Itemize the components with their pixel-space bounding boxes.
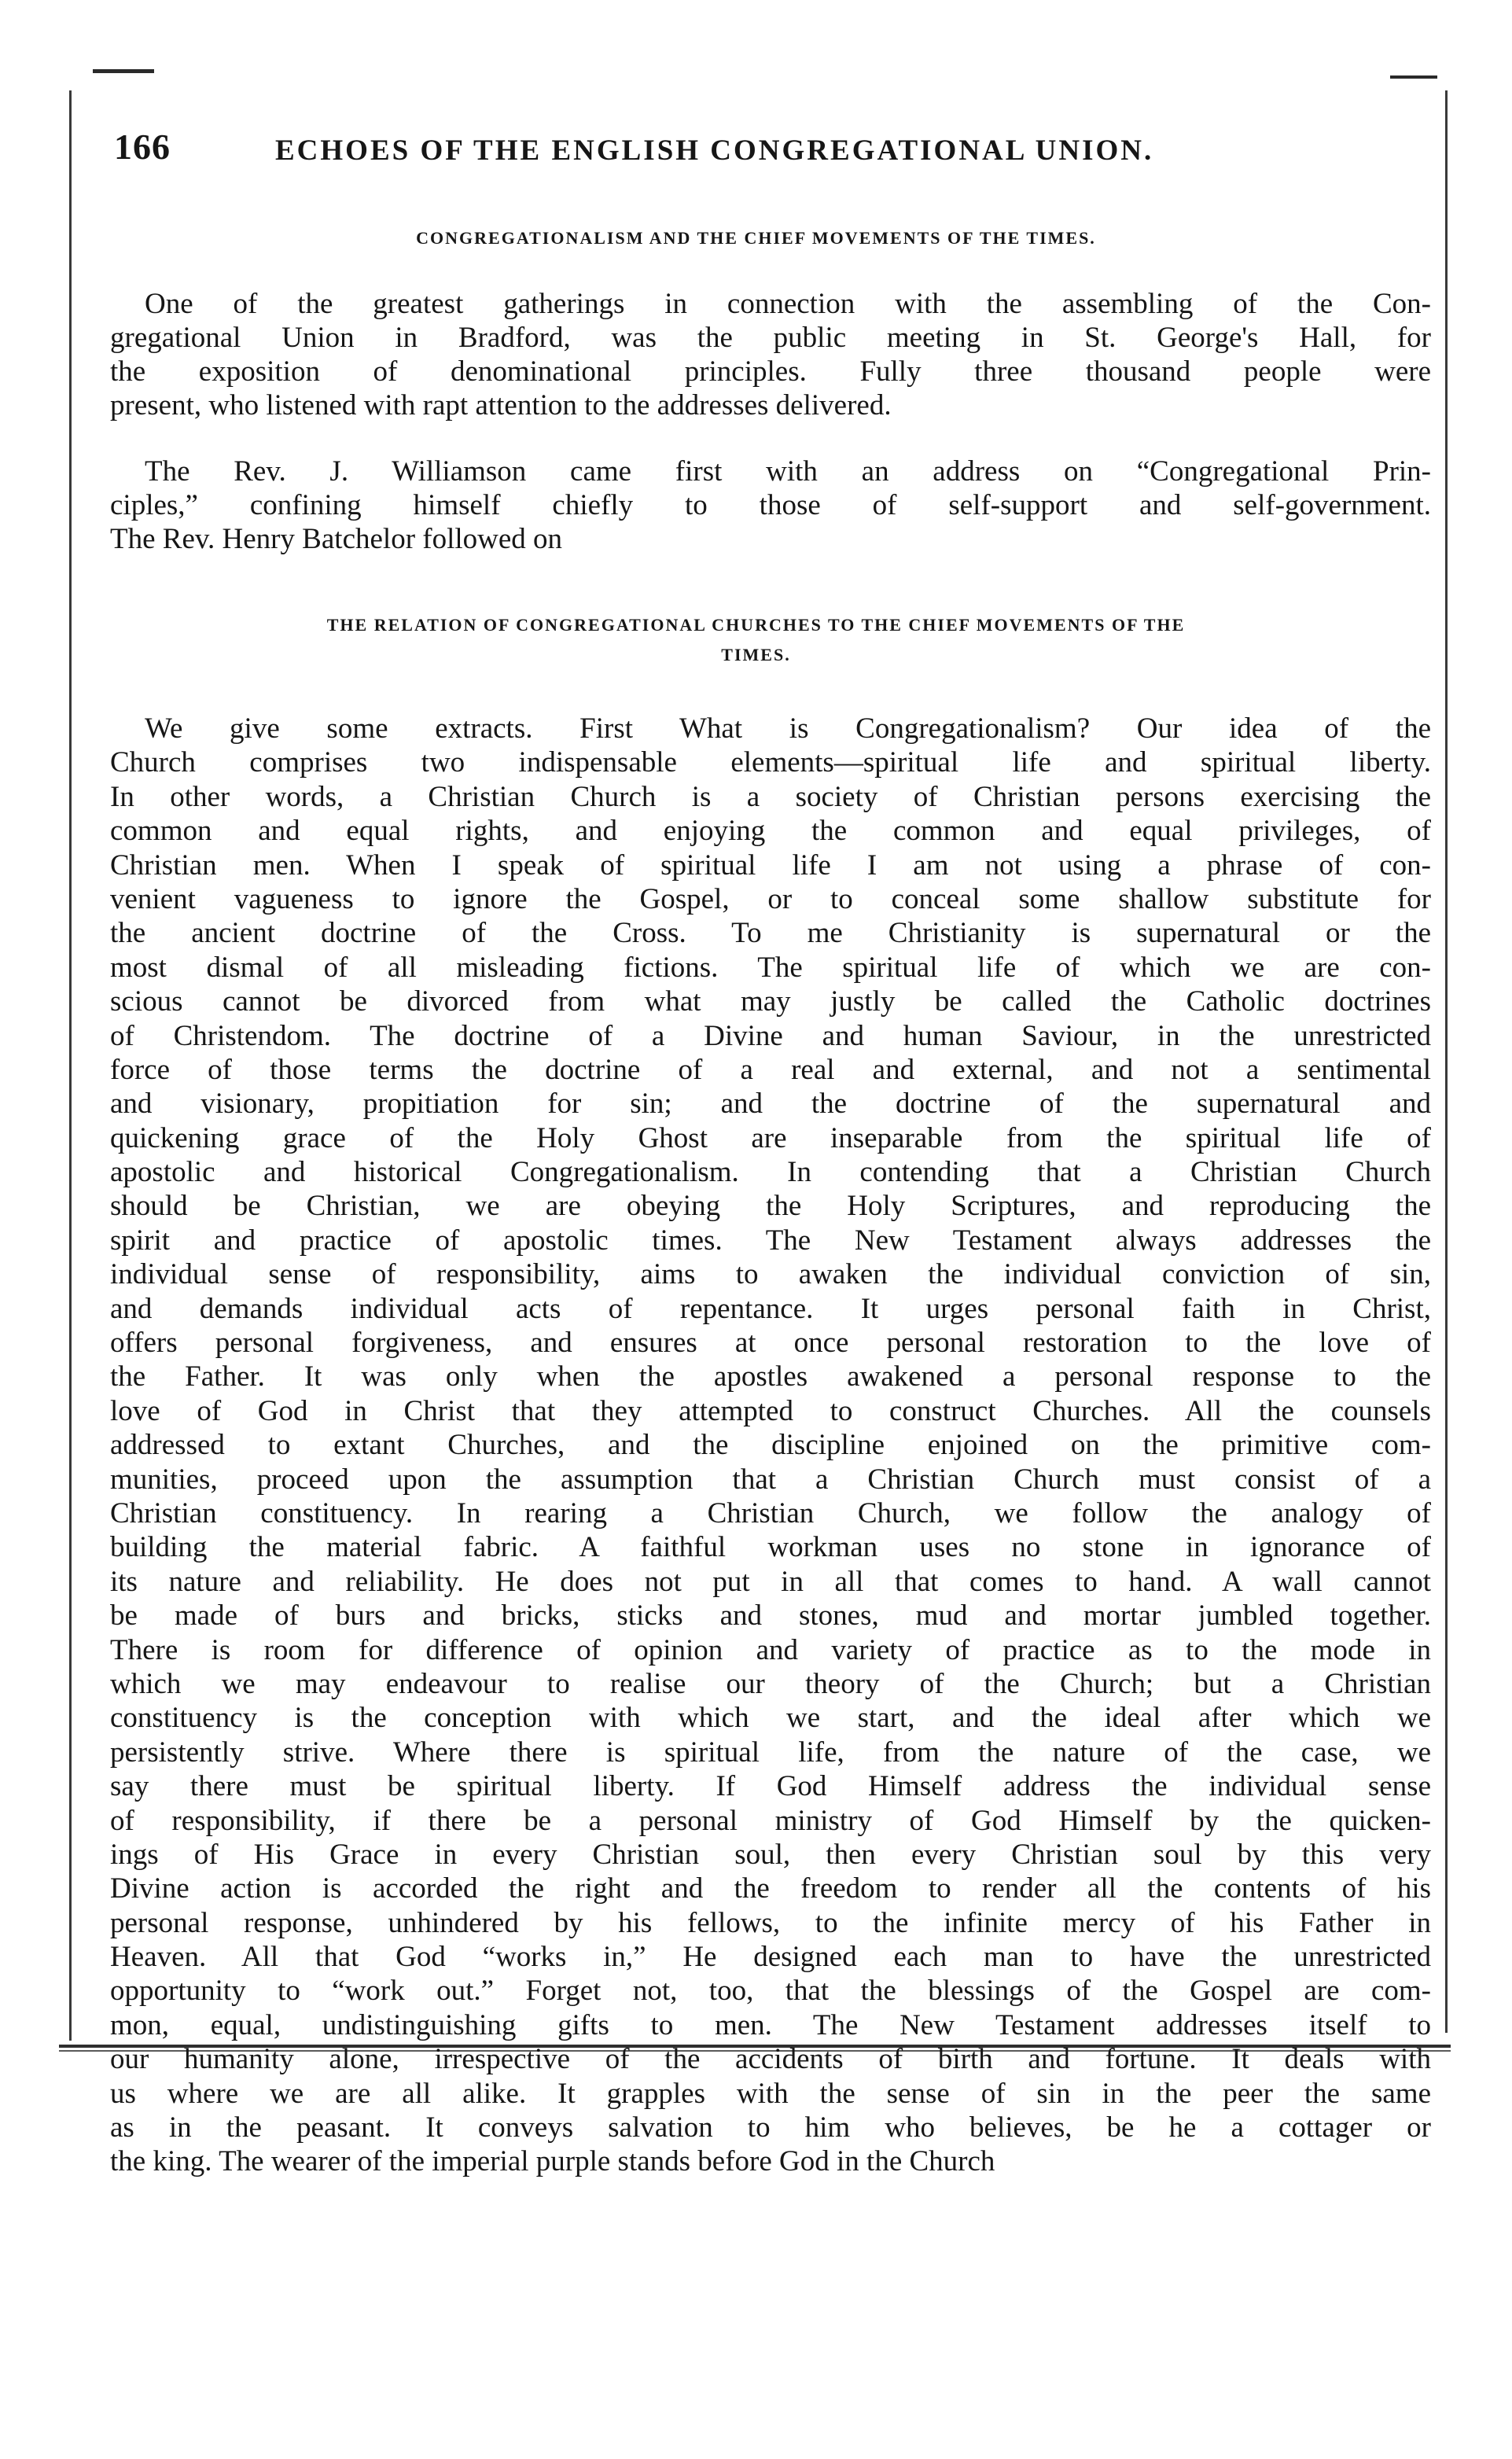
running-title: ECHOES OF THE ENGLISH CONGREGATIONAL UNION. bbox=[275, 134, 1154, 167]
text-line: offers personal forgiveness, and ensures at once personal restoration to the love of bbox=[110, 1327, 1431, 1360]
text-line: building the material fabric. A faithful workman uses no stone in ignorance of bbox=[110, 1531, 1431, 1564]
subsection-title-line-2: TIMES. bbox=[721, 645, 791, 664]
text-line: present, who listened with rapt attention to the addresses delivered. bbox=[110, 389, 892, 421]
text-line: its nature and reliability. He does not put in all that comes to hand. A wall cannot bbox=[110, 1565, 1431, 1598]
text-line: Divine action is accorded the right and the freedom to render all the contents of his bbox=[110, 1872, 1431, 1905]
text-line: of responsibility, if there be a personal ministry of God Himself by the quicken- bbox=[110, 1804, 1431, 1837]
text-line: love of God in Christ that they attempted to construct Churches. All the counsels bbox=[110, 1394, 1431, 1427]
text-line: personal response, unhindered by his fellows, to the infinite mercy of his Father in bbox=[110, 1906, 1431, 1939]
text-line: and demands individual acts of repentance. It urges personal faith in Christ, bbox=[110, 1292, 1431, 1325]
text-line: quickening grace of the Holy Ghost are inseparable from the spiritual life of bbox=[110, 1121, 1431, 1154]
text-line: venient vagueness to ignore the Gospel, or to conceal some shallow substitute for bbox=[110, 882, 1431, 915]
text-line: opportunity to “work out.” Forget not, too, that the blessings of the Gospel are com- bbox=[110, 1975, 1431, 2008]
page-number: 166 bbox=[114, 127, 171, 167]
paragraph-intro bbox=[110, 287, 1431, 422]
text-line: ciples,” confining himself chiefly to those of self-support and self-government. bbox=[110, 489, 1431, 521]
text-line: say there must be spiritual liberty. If God Himself address the individual sense bbox=[110, 1770, 1431, 1803]
text-line: common and equal rights, and enjoying the common and equal privileges, of bbox=[110, 815, 1431, 848]
text-line: of Christendom. The doctrine of a Divine and human Saviour, in the unrestricted bbox=[110, 1019, 1431, 1052]
text-line: the king. The wearer of the imperial purple stands before God in the Church bbox=[110, 2145, 995, 2178]
left-border-line bbox=[69, 90, 72, 2041]
text-line: ings of His Grace in every Christian soul, then every Christian soul by this very bbox=[110, 1838, 1431, 1871]
text-line: and visionary, propitiation for sin; and the doctrine of the supernatural and bbox=[110, 1088, 1431, 1121]
text-line: mon, equal, undistinguishing gifts to men. The New Testament addresses itself to bbox=[110, 2008, 1431, 2041]
text-line: The Rev. Henry Batchelor followed on bbox=[110, 523, 563, 555]
paragraph-speakers bbox=[110, 455, 1431, 556]
text-line: Christian constituency. In rearing a Christian Church, we follow the analogy of bbox=[110, 1496, 1431, 1530]
text-line: In other words, a Christian Church is a society of Christian persons exercising the bbox=[110, 780, 1431, 813]
text-line: force of those terms the doctrine of a real and external, and not a sentimental bbox=[110, 1053, 1431, 1086]
text-line: the exposition of denominational principles. Fully three thousand people were bbox=[110, 355, 1431, 388]
text-line: individual sense of responsibility, aims to awaken the individual conviction of sin, bbox=[110, 1258, 1431, 1291]
section-title: CONGREGATIONALISM AND THE CHIEF MOVEMENTS OF THE TIMES. bbox=[416, 228, 1096, 248]
text-line: Heaven. All that God “works in,” He designed each man to have the unrestricted bbox=[110, 1941, 1431, 1974]
text-line: Church comprises two indispensable elements—spiritual life and spiritual liberty. bbox=[110, 746, 1431, 779]
text-line: scious cannot be divorced from what may justly be called the Catholic doctrines bbox=[110, 985, 1431, 1018]
text-line: There is room for difference of opinion and variety of practice as to the mode in bbox=[110, 1633, 1431, 1666]
text-line: most dismal of all misleading fictions. The spiritual life of which we are con- bbox=[110, 951, 1431, 984]
text-line: apostolic and historical Congregationalism. In contending that a Christian Church bbox=[110, 1156, 1431, 1189]
text-line: We give some extracts. First What is Congregationalism? Our idea of the bbox=[145, 712, 1431, 745]
paragraph-extracts bbox=[110, 712, 1431, 2179]
text-line: us where we are all alike. It grapples with the sense of sin in the peer the same bbox=[110, 2077, 1431, 2110]
text-line: gregational Union in Bradford, was the public meeting in St. George's Hall, for bbox=[110, 322, 1431, 354]
text-line: One of the greatest gatherings in connection with the assembling of the Con- bbox=[145, 288, 1431, 320]
text-line: The Rev. J. Williamson came first with an address on “Congregational Prin- bbox=[145, 455, 1431, 488]
text-line: munities, proceed upon the assumption that a Christian Church must consist of a bbox=[110, 1463, 1431, 1496]
text-line: persistently strive. Where there is spiritual life, from the nature of the case, we bbox=[110, 1736, 1431, 1769]
subsection-title-line-1: THE RELATION OF CONGREGATIONAL CHURCHES TO THE CHIEF MOVEMENTS OF THE bbox=[326, 615, 1186, 635]
top-rule-mark bbox=[93, 69, 154, 73]
text-line: our humanity alone, irrespective of the accidents of birth and fortune. It deals with bbox=[110, 2043, 1431, 2076]
right-border-line bbox=[1445, 90, 1448, 2033]
running-head bbox=[102, 126, 1439, 173]
text-line: constituency is the conception with which we start, and the ideal after which we bbox=[110, 1702, 1431, 1735]
top-right-rule-mark bbox=[1390, 75, 1437, 79]
text-line: addressed to extant Churches, and the discipline enjoined on the primitive com- bbox=[110, 1429, 1431, 1462]
text-line: as in the peasant. It conveys salvation to him who believes, be he a cottager or bbox=[110, 2111, 1431, 2144]
text-line: should be Christian, we are obeying the Holy Scriptures, and reproducing the bbox=[110, 1190, 1431, 1223]
text-line: spirit and practice of apostolic times. The New Testament always addresses the bbox=[110, 1224, 1431, 1257]
text-line: be made of burs and bricks, sticks and stones, mud and mortar jumbled together. bbox=[110, 1599, 1431, 1633]
text-line: which we may endeavour to realise our theory of the Church; but a Christian bbox=[110, 1667, 1431, 1700]
text-line: Christian men. When I speak of spiritual life I am not using a phrase of con- bbox=[110, 849, 1431, 882]
text-line: the Father. It was only when the apostles awakened a personal response to the bbox=[110, 1360, 1431, 1393]
text-line: the ancient doctrine of the Cross. To me Christianity is supernatural or the bbox=[110, 917, 1431, 950]
